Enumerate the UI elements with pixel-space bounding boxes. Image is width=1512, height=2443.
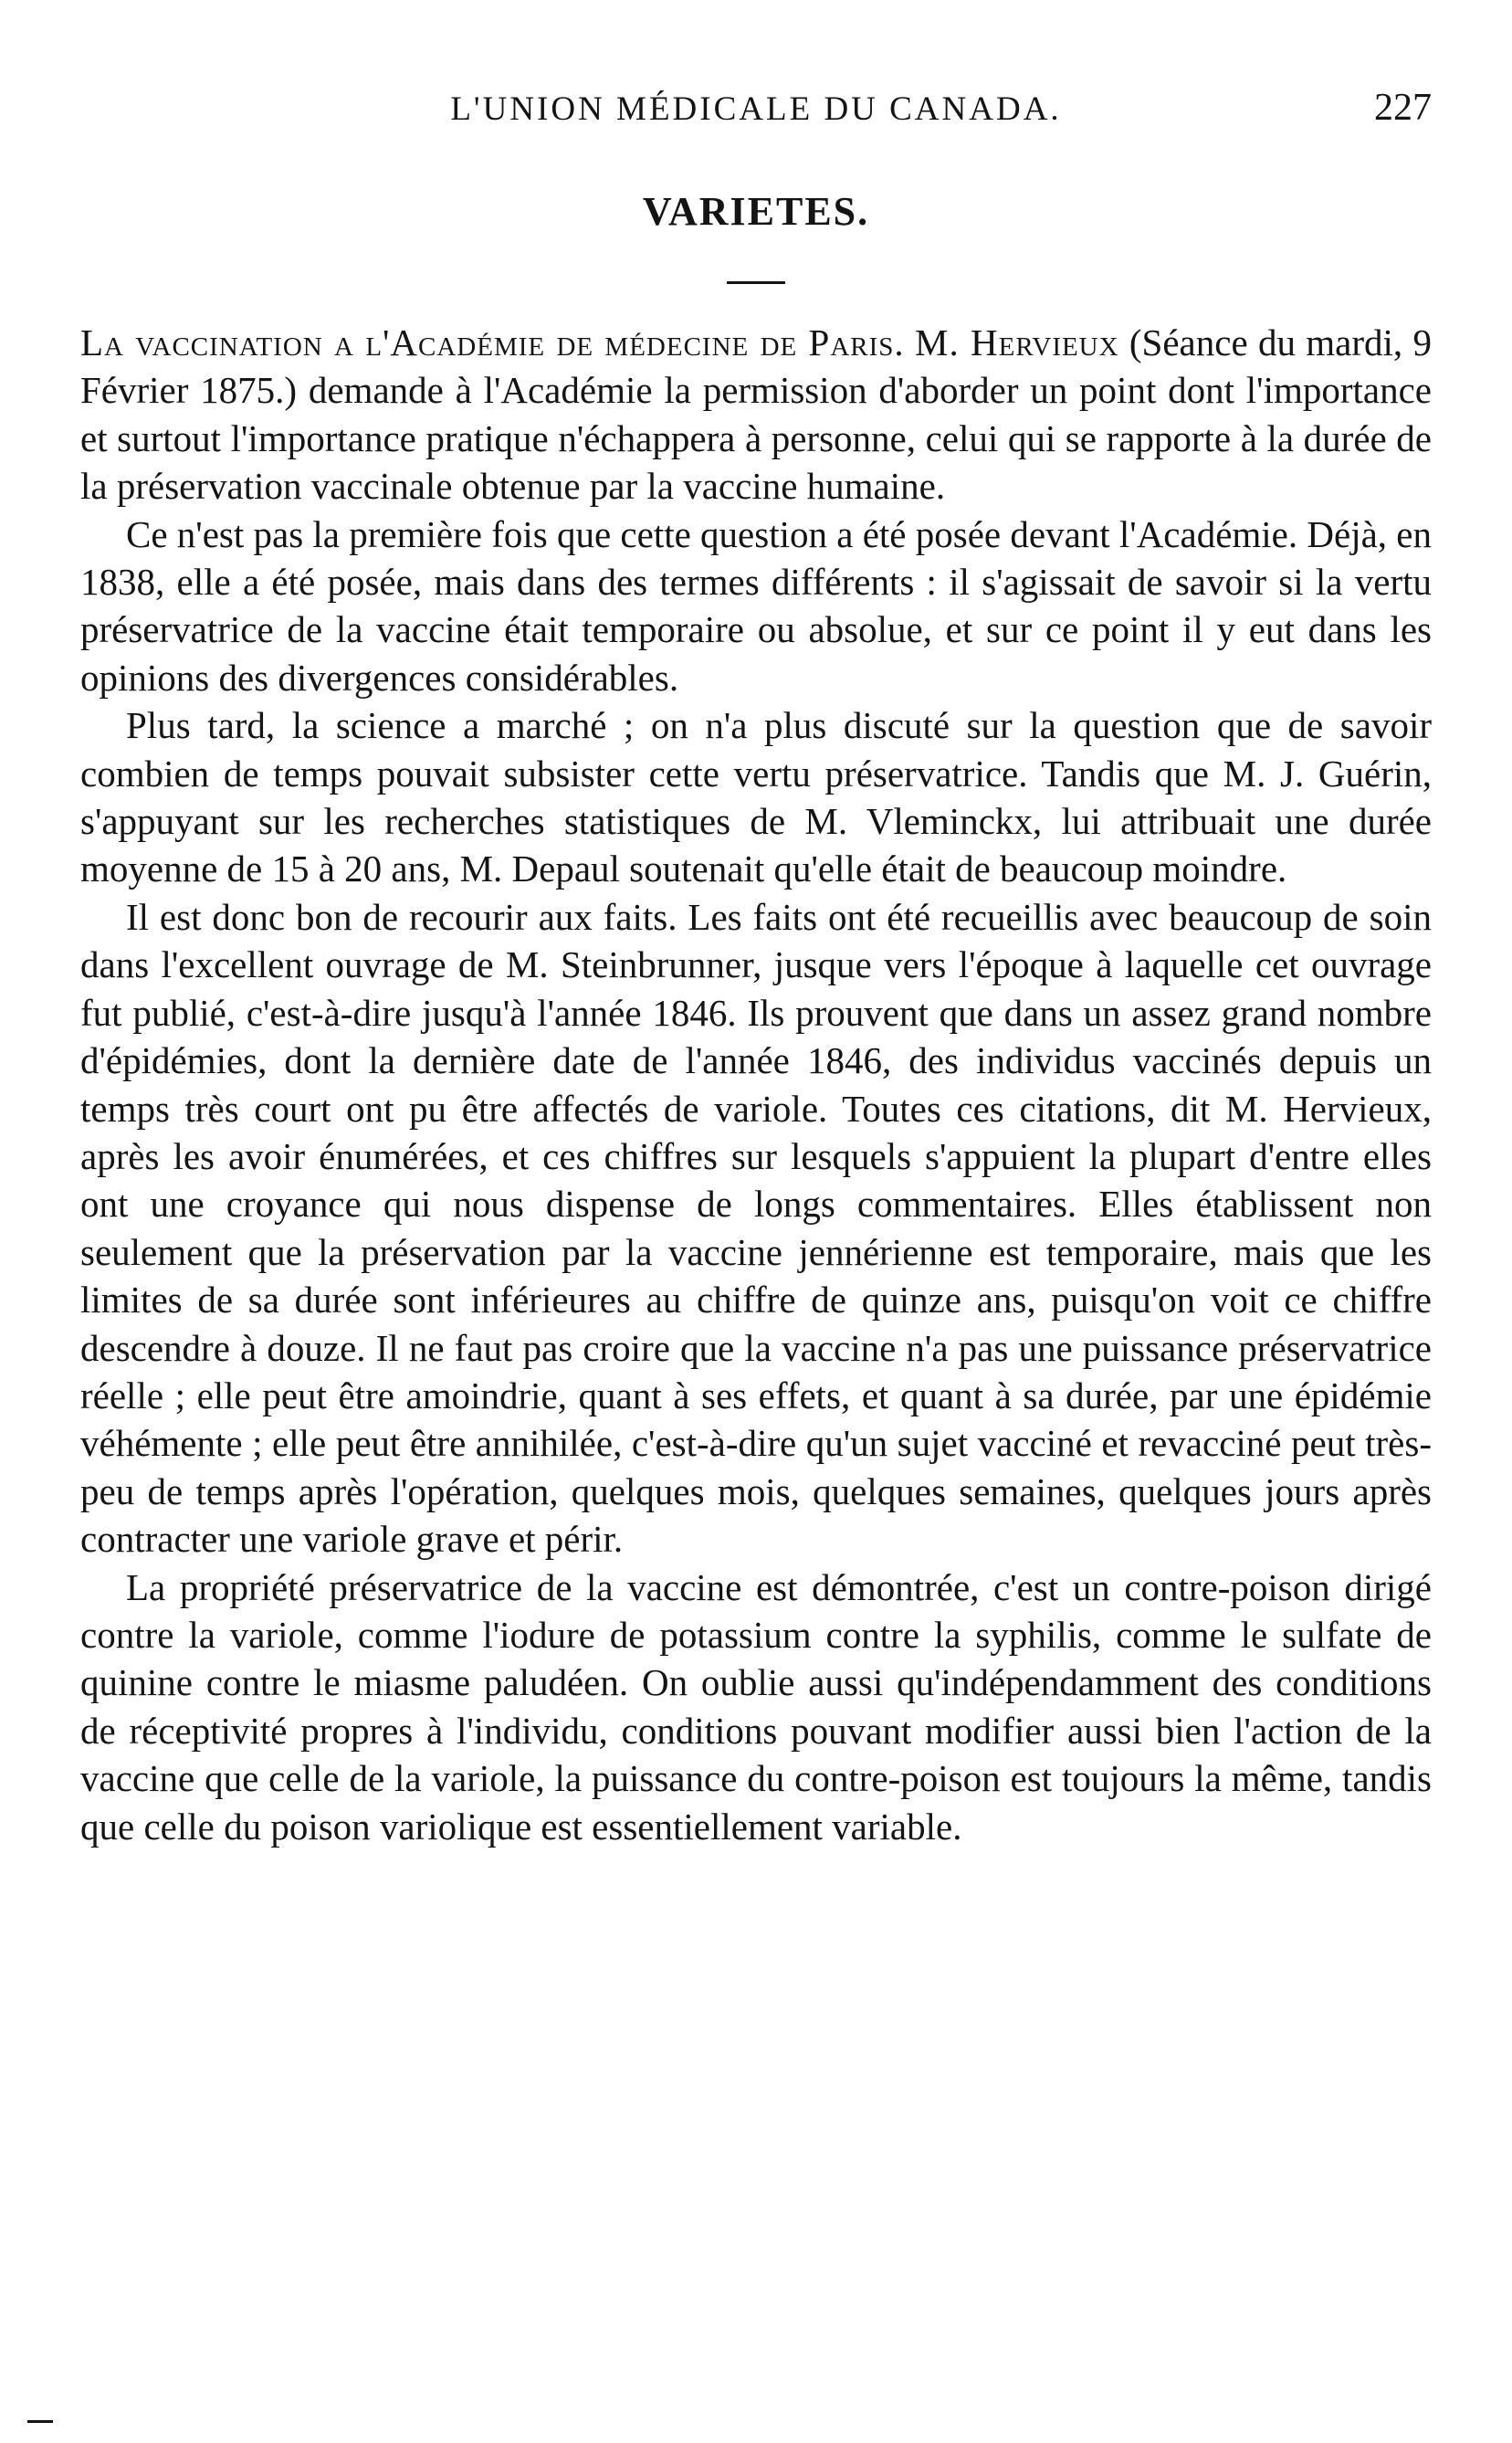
page-number: 227 <box>1374 87 1432 129</box>
paragraph-1: Ce n'est pas la première fois que cette question a été posée devant l'Académie. Déjà, en 1838, elle a été posée, mais dans des termes différents : il s'agissait de savoir si la vertu préservatrice de la vaccine était temporaire ou absolue, et sur ce point il y eut dans les opinions des divergences considérables. <box>80 512 1432 699</box>
footer-mark <box>27 2420 53 2423</box>
running-header <box>80 73 1432 137</box>
document-page <box>80 73 1432 1850</box>
article-author: M. Hervieux <box>915 321 1119 363</box>
heading-divider <box>727 281 785 284</box>
article-title: La vaccination a l'Académie de médecine de Paris. <box>80 321 905 363</box>
lead-paragraph <box>80 319 1432 511</box>
lead-text: (Séance du mardi, 9 Février 1875.) demande à l'Académie la permission d'aborder un point dont l'importance et surtout l'importance pratique n'échappera à personne, celui qui se rapporte à la durée de la préservation vaccinale obtenue par la vaccine humaine. <box>80 321 1432 508</box>
article-body <box>80 319 1432 1850</box>
journal-title: L'UNION MÉDICALE DU CANADA. <box>450 90 1062 128</box>
paragraph-4: La propriété préservatrice de la vaccine est démontrée, c'est un contre-poison dirigé contre la variole, comme l'iodure de potassium contre la syphilis, comme le sulfate de quinine contre le miasme paludéen. On oublie aussi qu'indépendamment des conditions de réceptivité propres à l'individu, conditions pouvant modifier aussi bien l'action de la vaccine que celle de la variole, la puissance du contre-poison est toujours la même, tandis que celle du poison variolique est essentiellement variable. <box>80 1565 1432 1848</box>
section-heading: VARIETES. <box>642 189 870 234</box>
paragraph-3: Il est donc bon de recourir aux faits. Les faits ont été recueillis avec beaucoup de soin dans l'excellent ouvrage de M. Steinbrunner, jusque vers l'époque à laquelle cet ouvrage fut publié, c'est-à-dire jusqu'à l'année 1846. Ils prouvent que dans un assez grand nombre d'épidémies, dont la dernière date de l'année 1846, des individus vaccinés depuis un temps très court ont pu être affectés de variole. Toutes ces citations, dit M. Hervieux, après les avoir énumérées, et ces chiffres sur lesquels s'appuient la plupart d'entre elles ont une croyance qui nous dispense de longs commentaires. Elles établissent non seulement que la préservation par la vaccine jennérienne est temporaire, mais que les limites de sa durée sont inférieures au chiffre de quinze ans, puisqu'on voit ce chiffre descendre à douze. Il ne faut pas croire que la vaccine n'a pas une puissance préservatrice réelle ; elle peut être amoindrie, quant à ses effets, et quant à sa durée, par une épidémie véhémente ; elle peut être annihilée, c'est-à-dire qu'un sujet vacciné et revacciné peut très-peu de temps après l'opération, quelques mois, quelques semaines, quelques jours après contracter une variole grave et périr. <box>80 895 1432 1561</box>
paragraph-2: Plus tard, la science a marché ; on n'a plus discuté sur la question que de savoir combien de temps pouvait subsister cette vertu préservatrice. Tandis que M. J. Guérin, s'appuyant sur les recherches statistiques de M. Vleminckx, lui attribuait une durée moyenne de 15 à 20 ans, M. Depaul soutenait qu'elle était de beaucoup moindre. <box>80 704 1432 890</box>
